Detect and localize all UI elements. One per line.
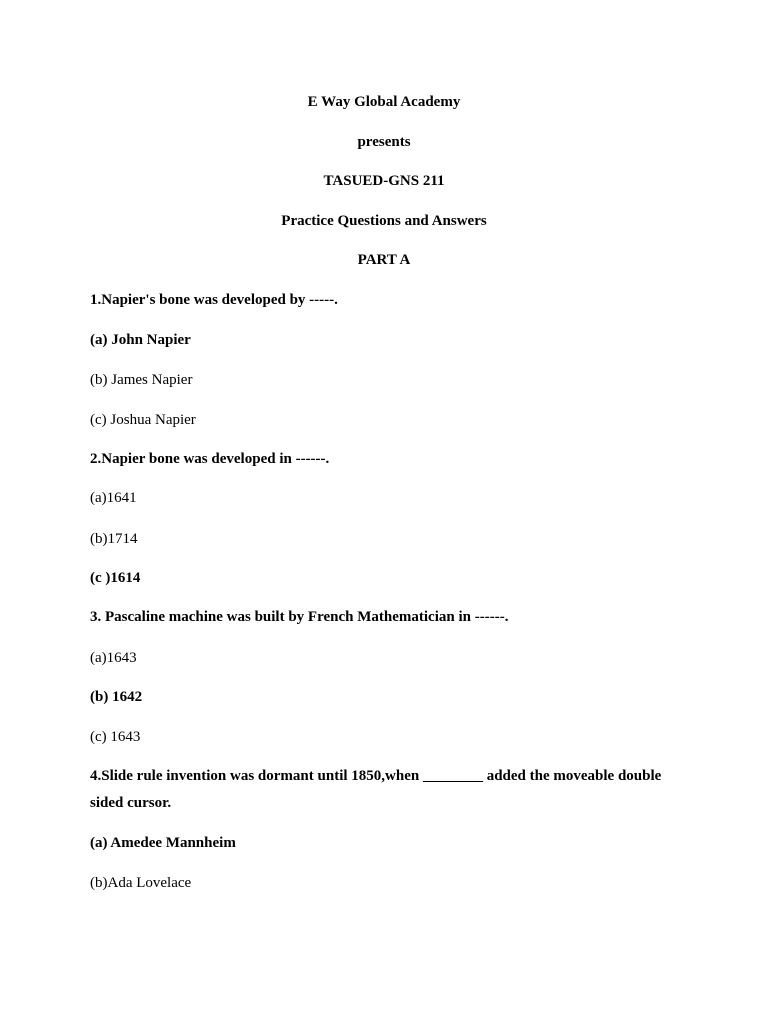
question-2: 2.Napier bone was developed in ------. [90, 451, 330, 467]
question-3: 3. Pascaline machine was built by French Mathematician in ------. [90, 609, 509, 625]
q3-option-c: (c) 1643 [90, 729, 141, 745]
q2-option-b: (b)1714 [90, 531, 138, 547]
q1-option-b: (b) James Napier [90, 372, 193, 388]
q4-option-a: (a) Amedee Mannheim [90, 835, 236, 851]
q1-option-c: (c) Joshua Napier [90, 412, 196, 428]
q3-option-a: (a)1643 [90, 650, 137, 666]
presents-line: presents [357, 134, 411, 150]
q2-option-c: (c )1614 [90, 570, 141, 586]
document-subtitle: Practice Questions and Answers [281, 213, 487, 229]
q3-option-b: (b) 1642 [90, 689, 143, 705]
question-1: 1.Napier's bone was developed by -----. [90, 292, 338, 308]
q1-option-a: (a) John Napier [90, 332, 191, 348]
course-code: TASUED-GNS 211 [323, 173, 445, 189]
part-heading: PART A [357, 252, 411, 268]
q4-option-b: (b)Ada Lovelace [90, 875, 192, 891]
q2-option-a: (a)1641 [90, 490, 137, 506]
question-4: 4.Slide rule invention was dormant until 1850,when ________ added the moveable double sided cursor. [90, 768, 662, 811]
academy-title: E Way Global Academy [307, 94, 461, 110]
